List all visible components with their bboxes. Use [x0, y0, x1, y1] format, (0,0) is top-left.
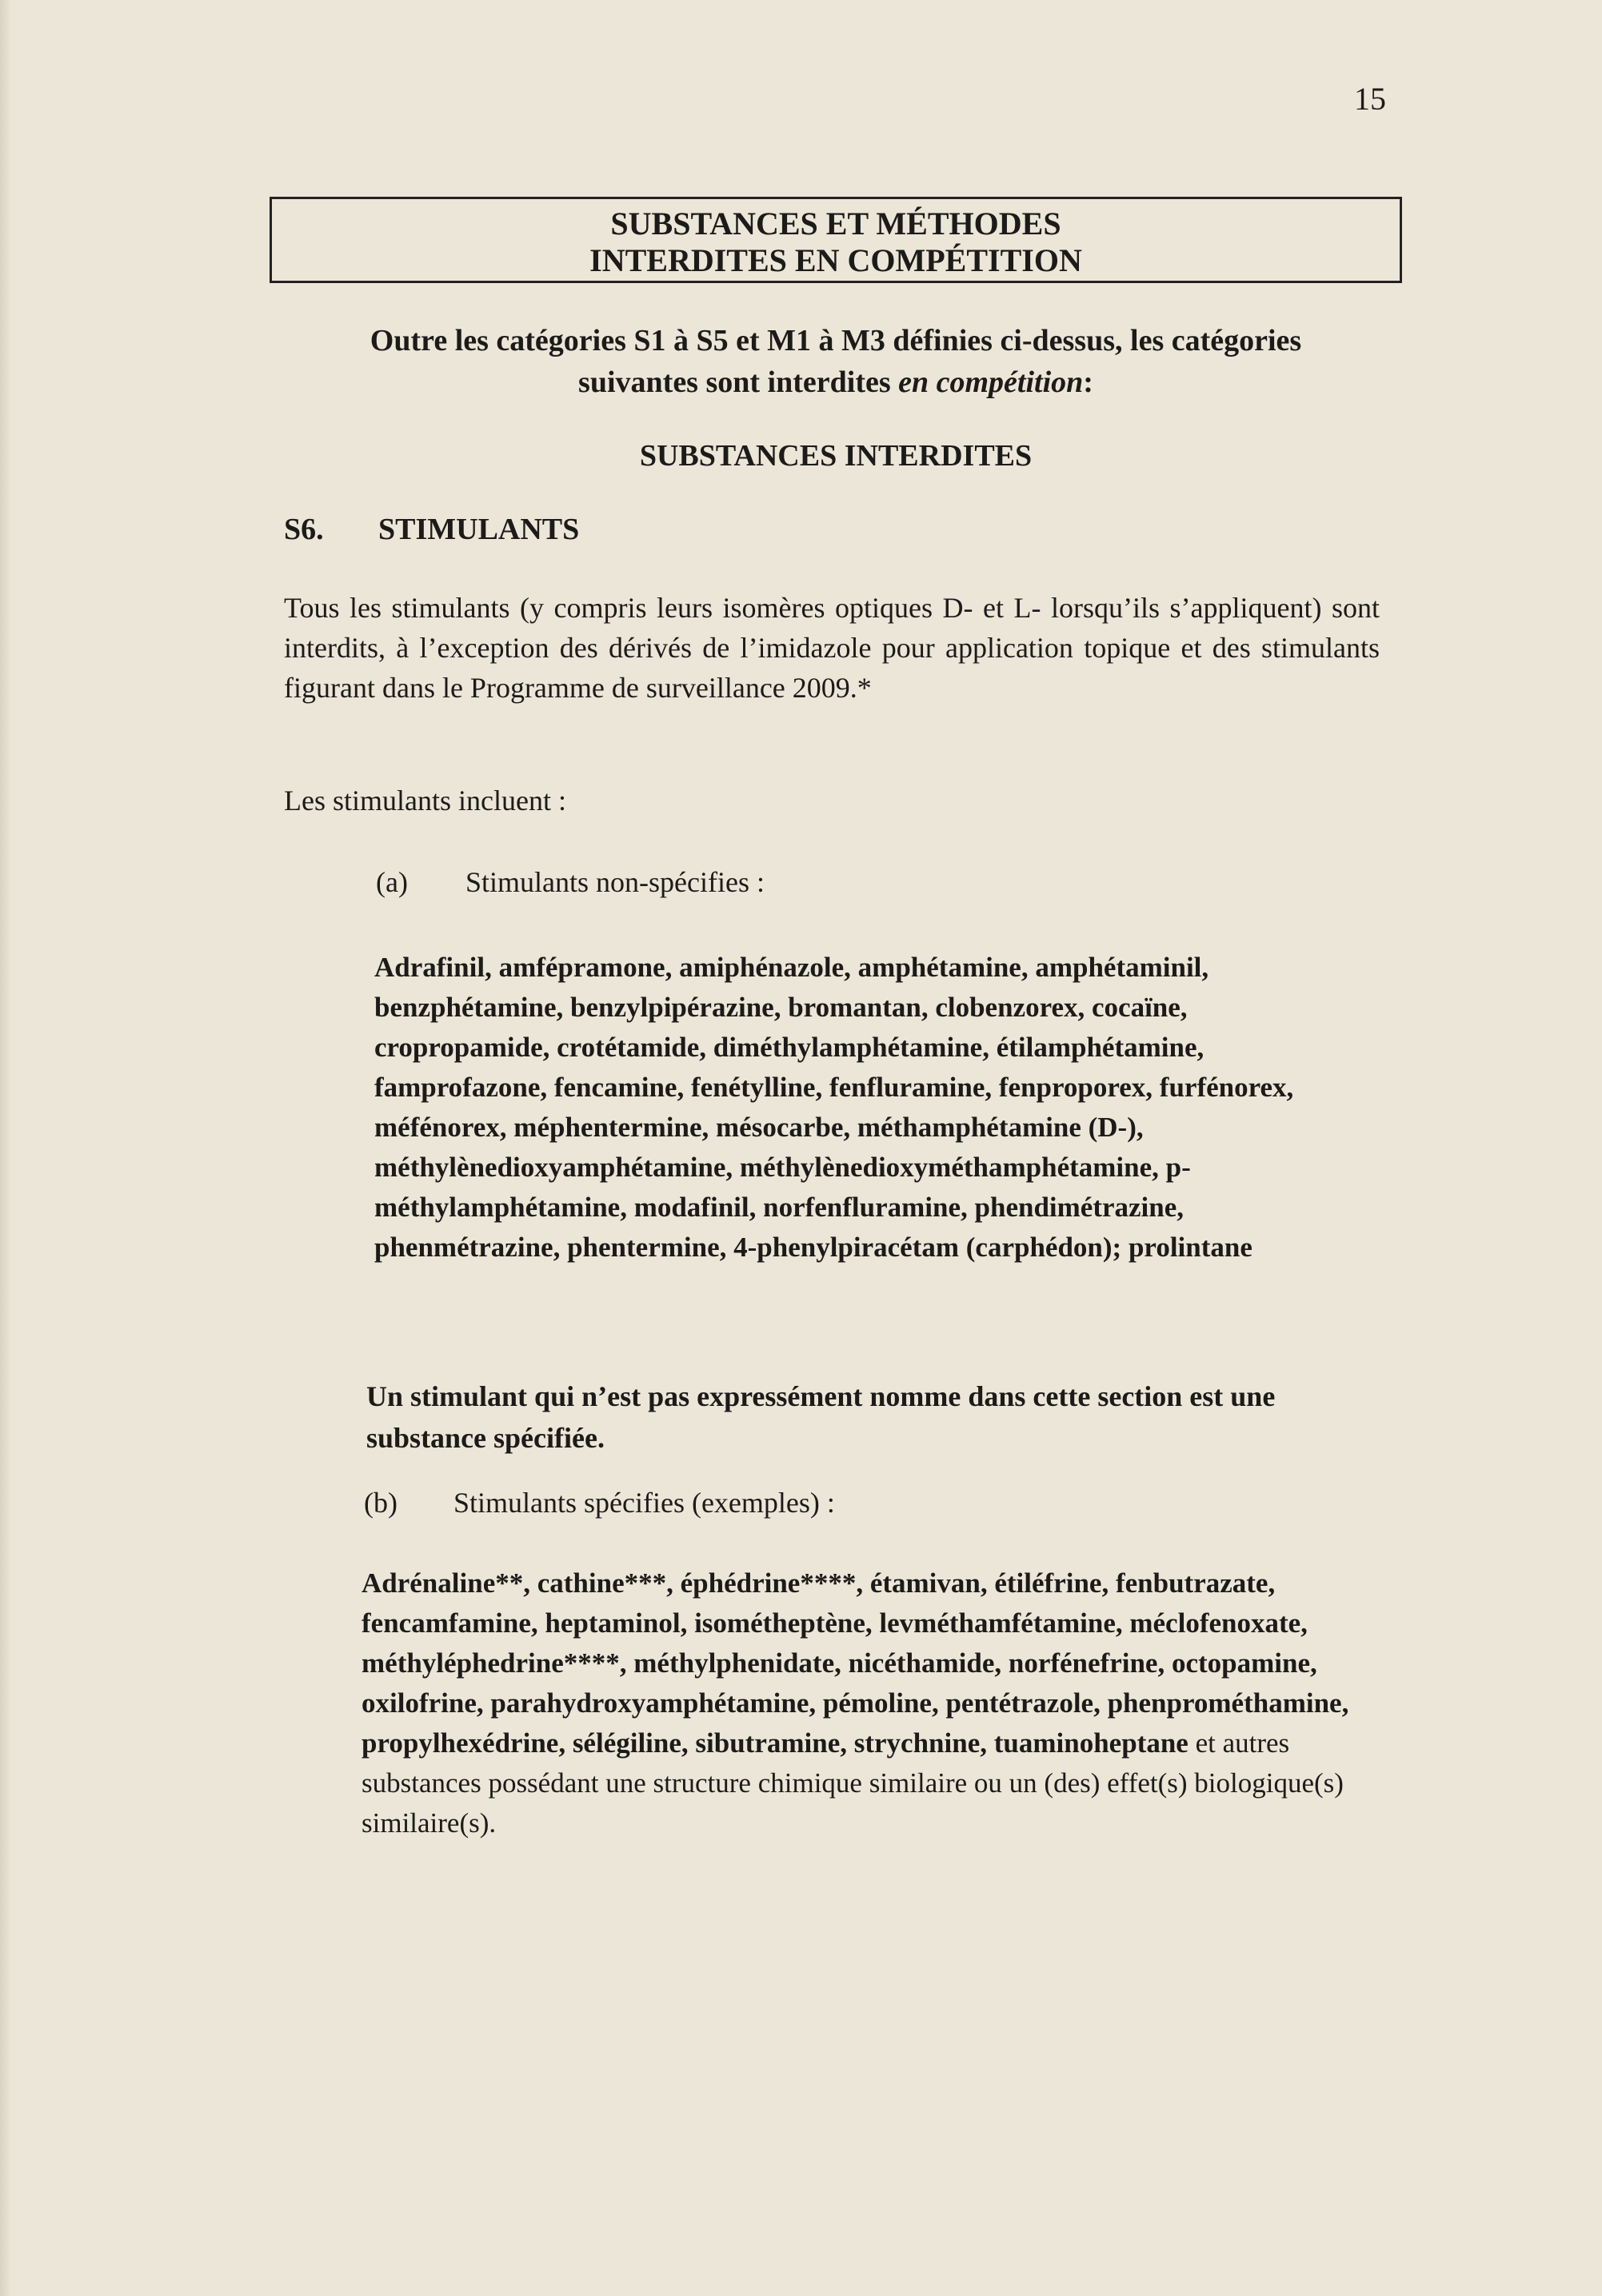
title-line-1: SUBSTANCES ET MÉTHODES [610, 206, 1061, 242]
section-name: STIMULANTS [378, 513, 580, 546]
part-a-list: Adrafinil, amfépramone, amiphénazole, amphétamine, amphétaminil, benzphétamine, benzylpipérazine, bromantan, clobenzorex, cocaïne, cropropamide, crotétamide, diméthylamphétamine, étilamphétamine, famprofazone, fencamine, fenétylline, fenfluramine, fenproporex, furfénorex, méfénorex, méphentermine, mésocarbe, méthamphétamine (D-), méthylènedioxyamphétamine, méthylènedioxyméthamphétamine, p-méthylamphétamine, modafinil, norfenfluramine, phendimétrazine, phenmétrazine, phentermine, 4-phenylpiracétam (carphédon); prolintane [374, 952, 1294, 1263]
part-b-label: Stimulants spécifies (exemples) : [453, 1487, 835, 1519]
intro-text [312, 320, 1360, 403]
part-a-letter: (a) [376, 866, 408, 898]
page-edge [0, 0, 11, 2296]
subheading: SUBSTANCES INTERDITES [639, 439, 1033, 473]
intro-line-2-pre: suivantes sont interdites [578, 365, 899, 399]
title-box [270, 197, 1402, 283]
page-number: 15 [1354, 81, 1386, 117]
part-a-label: Stimulants non-spécifies : [465, 866, 765, 898]
includes-label: Les stimulants incluent : [284, 785, 566, 817]
section-code: S6. [284, 513, 324, 546]
part-a-note: Un stimulant qui n’est pas expressément nomme dans cette section est une substance spécifiée. [366, 1380, 1276, 1454]
part-b-heading [364, 1486, 835, 1519]
part-b-list [362, 1563, 1361, 1843]
part-b-list-normal: et autres substances possédant une structure chimique similaire ou un (des) effet(s) biologique(s) similaire(s). [362, 1727, 1344, 1839]
intro-line-2-em: en compétition [898, 365, 1084, 399]
intro-line-1: Outre les catégories S1 à S5 et M1 à M3 définies ci-dessus, les catégories [370, 324, 1302, 357]
part-a-heading [376, 865, 765, 899]
intro-line-2 [312, 361, 1360, 403]
section-heading [284, 512, 579, 547]
section-paragraph: Tous les stimulants (y compris leurs isomères optiques D- et L- lorsqu’ils s’appliquent) sont interdits, à l’exception des dérivés de l’imidazole pour application topique et des stimulants figurant dans le Programme de surveillance 2009.* [284, 592, 1380, 704]
intro-line-2-post: : [1083, 365, 1093, 399]
title-line-2: INTERDITES EN COMPÉTITION [589, 242, 1082, 278]
part-b-list-bold: Adrénaline**, cathine***, éphédrine****, étamivan, étiléfrine, fenbutrazate, fencamfamine, heptaminol, isométheptène, levméthamfétamine, méclofenoxate, méthyléphedrine****, méthylphenidate, nicéthamide, norfénefrine, octopamine, oxilofrine, parahydroxyamphétamine, pémoline, pentétrazole, phenprométhamine, propylhexédrine, sélégiline, sibutramine, strychnine, tuaminoheptane [362, 1567, 1349, 1759]
part-b-letter: (b) [364, 1487, 398, 1519]
